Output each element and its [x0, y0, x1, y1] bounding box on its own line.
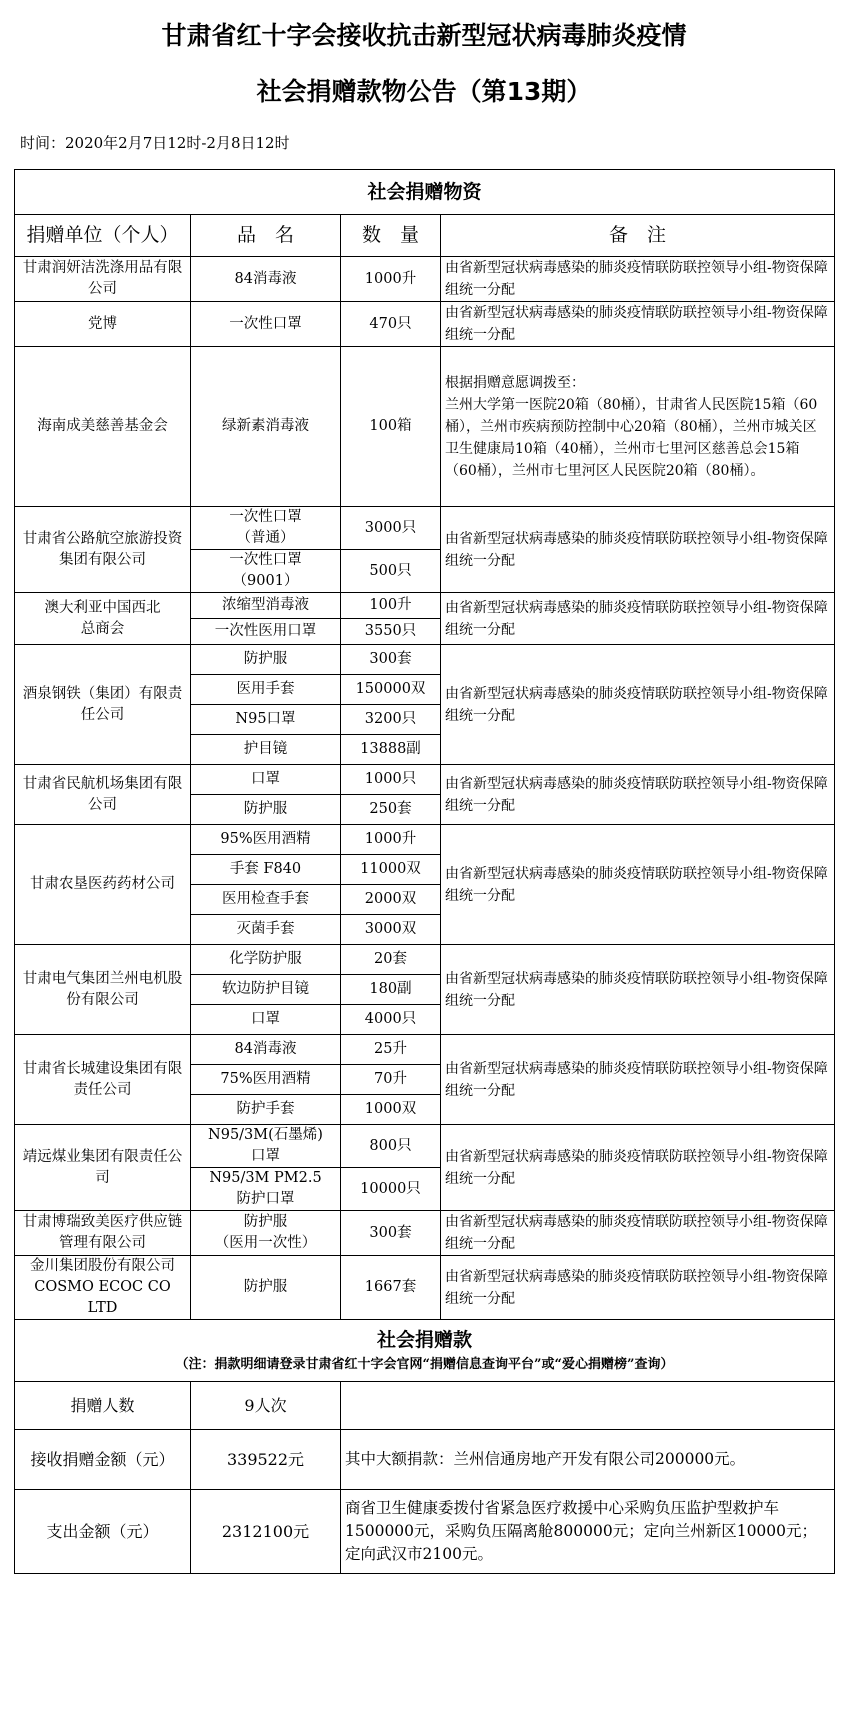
donor-name: 甘肃博瑞致美医疗供应链管理有限公司 [15, 1211, 191, 1256]
donor-name: 甘肃省民航机场集团有限公司 [15, 765, 191, 825]
item-quantity: 2000双 [341, 885, 441, 915]
money-value: 2312100元 [191, 1490, 341, 1574]
donor-note: 由省新型冠状病毒感染的肺炎疫情联防联控领导小组-物资保障组统一分配 [441, 257, 835, 302]
item-quantity: 800只 [341, 1125, 441, 1168]
item-name: 绿新素消毒液 [191, 347, 341, 507]
money-note [341, 1382, 835, 1430]
money-label: 接收捐赠金额（元） [15, 1430, 191, 1490]
donor-note: 由省新型冠状病毒感染的肺炎疫情联防联控领导小组-物资保障组统一分配 [441, 1256, 835, 1320]
table-row [15, 945, 835, 975]
item-name: 化学防护服 [191, 945, 341, 975]
money-value: 339522元 [191, 1430, 341, 1490]
item-quantity: 100升 [341, 593, 441, 619]
item-name: 口罩 [191, 1005, 341, 1035]
donor-name: 金川集团股份有限公司 COSMO ECOC CO LTD [15, 1256, 191, 1320]
item-quantity: 100箱 [341, 347, 441, 507]
table-row [15, 1125, 835, 1168]
table-row [15, 257, 835, 302]
donor-note: 由省新型冠状病毒感染的肺炎疫情联防联控领导小组-物资保障组统一分配 [441, 825, 835, 945]
money-section-title: 社会捐赠款 [377, 1329, 473, 1351]
item-quantity: 10000只 [341, 1168, 441, 1211]
donor-name: 澳大利亚中国西北 总商会 [15, 593, 191, 645]
item-quantity: 150000双 [341, 675, 441, 705]
notice-title-line2: 社会捐赠款物公告（第13期） [256, 77, 592, 106]
header-note: 备 注 [441, 215, 835, 257]
donor-name: 甘肃省公路航空旅游投资集团有限公司 [15, 507, 191, 593]
item-name: 防护服 （医用一次性） [191, 1211, 341, 1256]
item-quantity: 300套 [341, 1211, 441, 1256]
donor-name: 酒泉钢铁（集团）有限责任公司 [15, 645, 191, 765]
donor-note: 由省新型冠状病毒感染的肺炎疫情联防联控领导小组-物资保障组统一分配 [441, 302, 835, 347]
money-value: 9人次 [191, 1382, 341, 1430]
table-row [15, 507, 835, 550]
donor-note: 由省新型冠状病毒感染的肺炎疫情联防联控领导小组-物资保障组统一分配 [441, 1125, 835, 1211]
donor-note: 由省新型冠状病毒感染的肺炎疫情联防联控领导小组-物资保障组统一分配 [441, 593, 835, 645]
item-name: 护目镜 [191, 735, 341, 765]
money-row [15, 1490, 835, 1574]
item-quantity: 3200只 [341, 705, 441, 735]
item-name: 防护服 [191, 645, 341, 675]
money-label: 支出金额（元） [15, 1490, 191, 1574]
table-row [15, 593, 835, 619]
donation-table [14, 169, 835, 1574]
item-name: 一次性口罩 （普通） [191, 507, 341, 550]
donor-name: 海南成美慈善基金会 [15, 347, 191, 507]
item-name: 防护服 [191, 1256, 341, 1320]
table-row [15, 825, 835, 855]
item-quantity: 470只 [341, 302, 441, 347]
item-name: 医用检查手套 [191, 885, 341, 915]
donor-note: 由省新型冠状病毒感染的肺炎疫情联防联控领导小组-物资保障组统一分配 [441, 765, 835, 825]
money-body [15, 1320, 835, 1574]
item-name: 灭菌手套 [191, 915, 341, 945]
donor-note: 由省新型冠状病毒感染的肺炎疫情联防联控领导小组-物资保障组统一分配 [441, 945, 835, 1035]
donor-note: 由省新型冠状病毒感染的肺炎疫情联防联控领导小组-物资保障组统一分配 [441, 507, 835, 593]
donor-name: 甘肃省长城建设集团有限责任公司 [15, 1035, 191, 1125]
donor-name: 靖远煤业集团有限责任公司 [15, 1125, 191, 1211]
donor-name: 甘肃电气集团兰州电机股份有限公司 [15, 945, 191, 1035]
donor-name: 党博 [15, 302, 191, 347]
supplies-section-title: 社会捐赠物资 [15, 170, 835, 215]
item-quantity: 1667套 [341, 1256, 441, 1320]
item-quantity: 180副 [341, 975, 441, 1005]
money-row [15, 1430, 835, 1490]
donor-note: 由省新型冠状病毒感染的肺炎疫情联防联控领导小组-物资保障组统一分配 [441, 645, 835, 765]
item-quantity: 1000双 [341, 1095, 441, 1125]
item-name: 软边防护目镜 [191, 975, 341, 1005]
item-quantity: 20套 [341, 945, 441, 975]
header-item: 品 名 [191, 215, 341, 257]
item-name: 一次性口罩 （9001） [191, 550, 341, 593]
item-name: 84消毒液 [191, 1035, 341, 1065]
item-name: 一次性医用口罩 [191, 619, 341, 645]
donor-name: 甘肃农垦医药药材公司 [15, 825, 191, 945]
header-donor: 捐赠单位（个人） [15, 215, 191, 257]
item-name: 防护手套 [191, 1095, 341, 1125]
item-name: 浓缩型消毒液 [191, 593, 341, 619]
item-name: 手套 F840 [191, 855, 341, 885]
table-row [15, 1211, 835, 1256]
item-quantity: 3550只 [341, 619, 441, 645]
item-name: N95/3M PM2.5 防护口罩 [191, 1168, 341, 1211]
item-name: 95%医用酒精 [191, 825, 341, 855]
item-quantity: 13888副 [341, 735, 441, 765]
item-quantity: 4000只 [341, 1005, 441, 1035]
item-quantity: 3000只 [341, 507, 441, 550]
item-quantity: 1000只 [341, 765, 441, 795]
donor-name: 甘肃润妍洁洗涤用品有限公司 [15, 257, 191, 302]
money-section-header [15, 1320, 835, 1382]
table-row [15, 1035, 835, 1065]
supplies-body [15, 170, 835, 1320]
item-name: 一次性口罩 [191, 302, 341, 347]
item-quantity: 250套 [341, 795, 441, 825]
money-note: 其中大额捐款：兰州信通房地产开发有限公司200000元。 [341, 1430, 835, 1490]
table-row [15, 347, 835, 507]
item-name: 口罩 [191, 765, 341, 795]
item-quantity: 25升 [341, 1035, 441, 1065]
header-qty: 数 量 [341, 215, 441, 257]
table-row [15, 645, 835, 675]
item-name: 防护服 [191, 795, 341, 825]
item-name: 75%医用酒精 [191, 1065, 341, 1095]
donor-note: 由省新型冠状病毒感染的肺炎疫情联防联控领导小组-物资保障组统一分配 [441, 1211, 835, 1256]
item-name: 医用手套 [191, 675, 341, 705]
money-notice: （注：捐款明细请登录甘肃省红十字会官网“捐赠信息查询平台”或“爱心捐赠榜”查询） [175, 1357, 674, 1372]
item-quantity: 300套 [341, 645, 441, 675]
item-quantity: 1000升 [341, 257, 441, 302]
money-label: 捐赠人数 [15, 1382, 191, 1430]
item-name: 84消毒液 [191, 257, 341, 302]
table-row [15, 1256, 835, 1320]
item-quantity: 70升 [341, 1065, 441, 1095]
item-quantity: 1000升 [341, 825, 441, 855]
item-name: N95/3M(石墨烯) 口罩 [191, 1125, 341, 1168]
money-note: 商省卫生健康委拨付省紧急医疗救援中心采购负压监护型救护车1500000元，采购负压隔离舱800000元；定向兰州新区10000元；定向武汉市2100元。 [341, 1490, 835, 1574]
time-range: 时间：2020年2月7日12时-2月8日12时 [20, 134, 290, 152]
item-quantity: 500只 [341, 550, 441, 593]
money-row [15, 1382, 835, 1430]
donor-note: 由省新型冠状病毒感染的肺炎疫情联防联控领导小组-物资保障组统一分配 [441, 1035, 835, 1125]
notice-title-line1: 甘肃省红十字会接收抗击新型冠状病毒肺炎疫情 [161, 21, 687, 50]
item-quantity: 11000双 [341, 855, 441, 885]
item-name: N95口罩 [191, 705, 341, 735]
donor-note: 根据捐赠意愿调拨至： 兰州大学第一医院20箱（80桶），甘肃省人民医院15箱（60桶），兰州市疾病预防控制中心20箱（80桶），兰州市城关区卫生健康局10箱（40桶），兰州市七里河区慈善总会15箱（60桶），兰州市七里河区人民医院20箱（80桶）。 [441, 347, 835, 507]
table-row [15, 302, 835, 347]
item-quantity: 3000双 [341, 915, 441, 945]
table-row [15, 765, 835, 795]
